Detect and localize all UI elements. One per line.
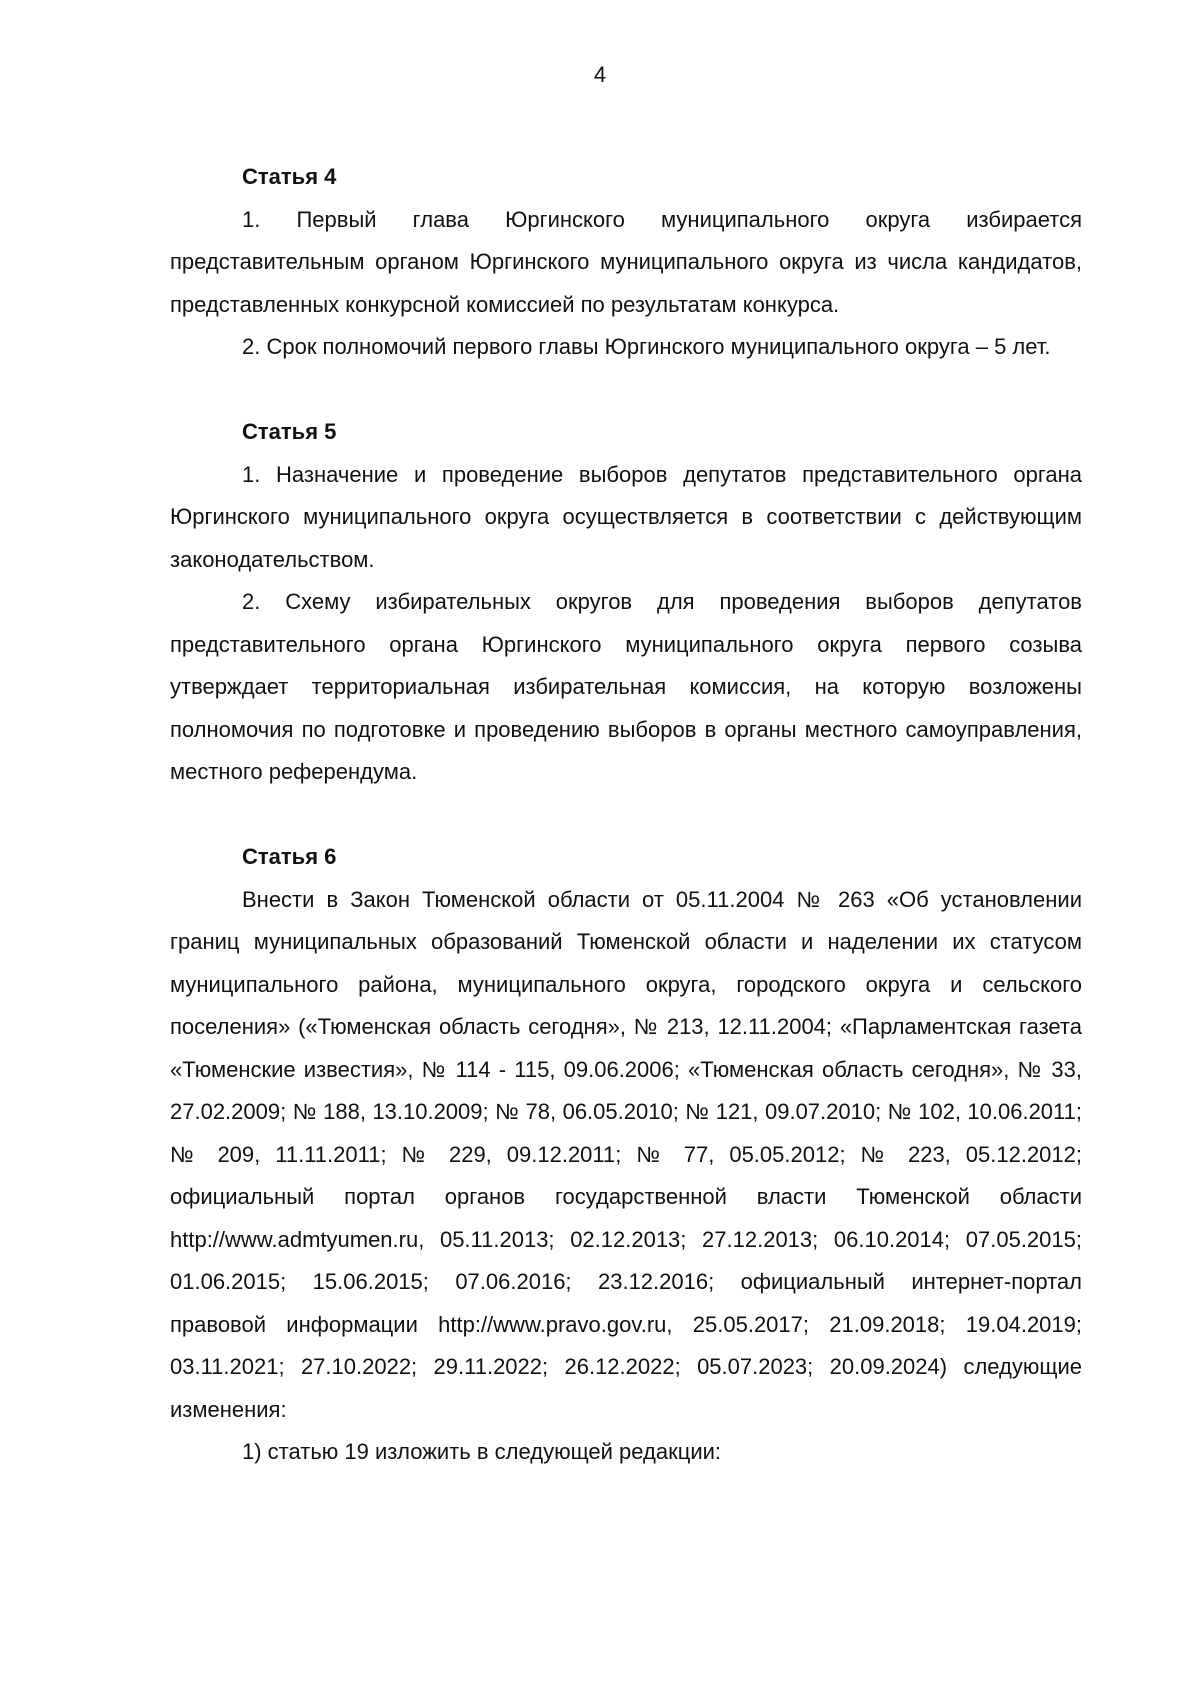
section-spacer <box>170 369 1082 412</box>
article-paragraph: 1) статью 19 изложить в следующей редакции: <box>242 1439 722 1464</box>
article-paragraph: 2. Срок полномочий первого главы Юргинского муниципального округа – 5 лет. <box>242 334 1051 359</box>
page-number: 4 <box>593 62 607 87</box>
article-title: Статья 4 <box>242 164 337 189</box>
article-5 <box>170 411 1082 794</box>
section-spacer <box>170 794 1082 837</box>
article-4 <box>170 156 1082 369</box>
article-paragraph: 1. Первый глава Юргинского муниципального округа избирается представительным органом Юргинского муниципального округа из числа кандидатов, представленных конкурсной комиссией по результатам конкурса. <box>170 206 1082 317</box>
document-body <box>170 156 1082 1474</box>
article-title: Статья 6 <box>242 844 337 869</box>
article-paragraph: Внести в Закон Тюменской области от 05.11.2004 № 263 «Об установлении границ муниципальных образований Тюменской области и наделении их статусом муниципального района, муниципального округа, городского округа и сельского поселения» («Тюменская область сегодня», № 213, 12.11.2004; «Парламентская газета «Тюменские известия», № 114 - 115, 09.06.2006; «Тюменская область сегодня», № 33, 27.02.2009; № 188, 13.10.2009; № 78, 06.05.2010; № 121, 09.07.2010; № 102, 10.06.2011; № 209, 11.11.2011; № 229, 09.12.2011; № 77, 05.05.2012; № 223, 05.12.2012; официальный портал органов государственной власти Тюменской области http://www.admtyumen.ru, 05.11.2013; 02.12.2013; 27.12.2013; 06.10.2014; 07.05.2015; 01.06.2015; 15.06.2015; 07.06.2016; 23.12.2016; официальный интернет-портал правовой информации http://www.pravo.gov.ru, 25.05.2017; 21.09.2018; 19.04.2019; 03.11.2021; 27.10.2022; 29.11.2022; 26.12.2022; 05.07.2023; 20.09.2024) следующие изменения: <box>170 886 1082 1422</box>
article-paragraph: 1. Назначение и проведение выборов депутатов представительного органа Юргинского муниципального округа осуществляется в соответствии с действующим законодательством. <box>170 461 1082 572</box>
article-6 <box>170 836 1082 1474</box>
article-title: Статья 5 <box>242 419 337 444</box>
article-paragraph: 2. Схему избирательных округов для проведения выборов депутатов представительного органа Юргинского муниципального округа первого созыва утверждает территориальная избирательная комиссия, на которую возложены полномочия по подготовке и проведению выборов в органы местного самоуправления, местного референдума. <box>170 589 1082 784</box>
